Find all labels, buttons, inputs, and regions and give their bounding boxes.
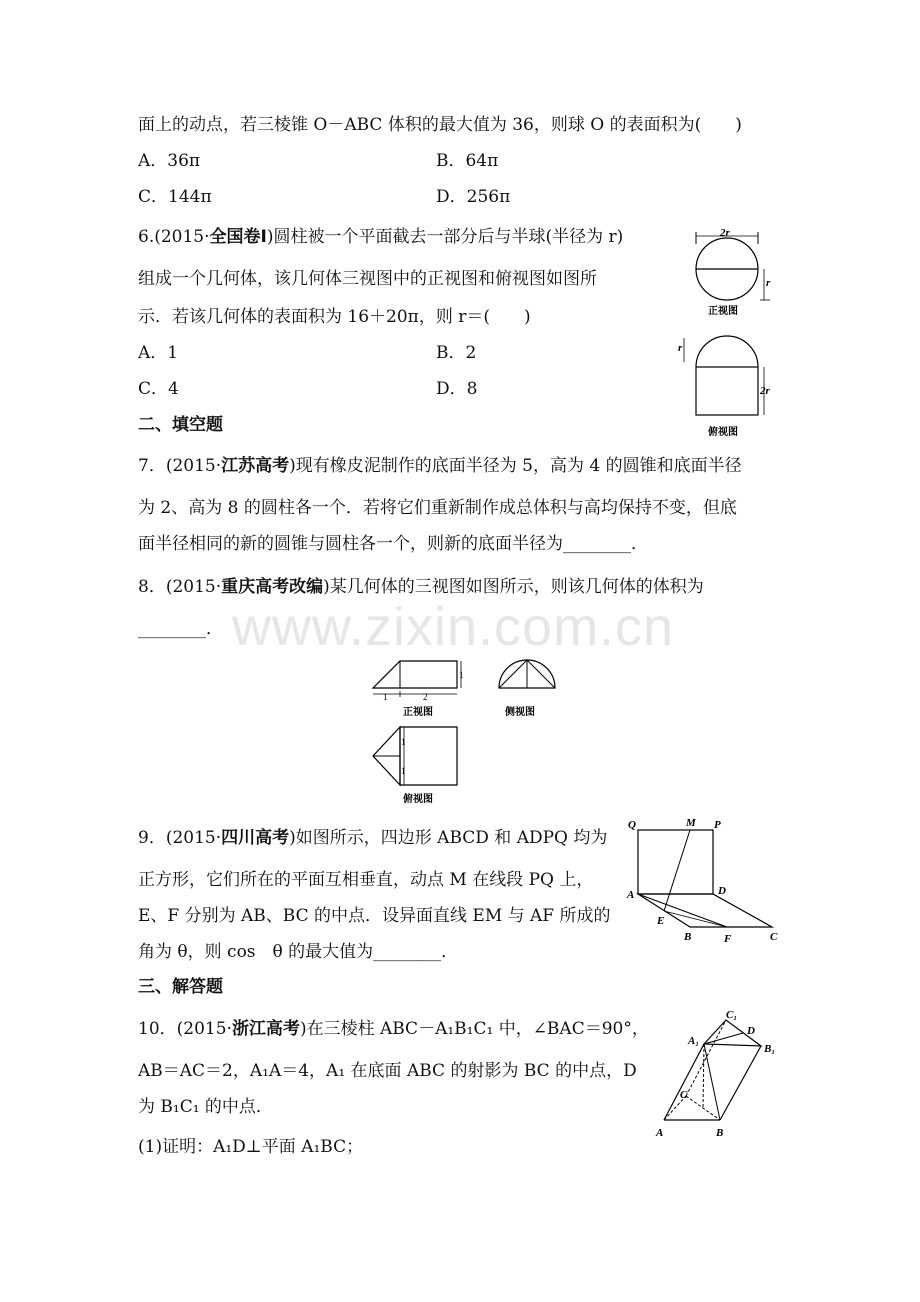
q9-line2: 正方形，它们所在的平面互相垂直，动点 M 在线段 PQ 上， — [138, 870, 594, 890]
q6-label-r: r — [766, 277, 771, 289]
q8-dim-1: 1 — [383, 692, 388, 702]
q10-edge-bb1 — [720, 1046, 761, 1120]
q9-label-m: M — [686, 817, 696, 829]
q7-line2: 为 2、高为 8 的圆柱各一个．若将它们重新制作成总体积与高均保持不变，但底 — [138, 498, 737, 518]
q8-front-shape — [373, 661, 457, 688]
q10-line1: 10．(2015·浙江高考)在三棱柱 ABC－A₁B₁C₁ 中，∠BAC＝90°， — [138, 1019, 649, 1039]
q9-line3: E、F 分别为 AB、BC 的中点．设异面直线 EM 与 AF 所成的 — [138, 906, 611, 926]
q10-label-c1: C₁ — [726, 1009, 738, 1021]
q6-label-r-2: r — [678, 342, 683, 354]
q9-segment-ef — [664, 911, 727, 927]
q6-top-rect — [696, 367, 758, 415]
q5-text: 面上的动点，若三棱锥 O－ABC 体积的最大值为 36，则球 O 的表面积为( ) — [138, 115, 742, 135]
q6-line1: 6.(2015·全国卷Ⅰ)圆柱被一个平面截去一部分后与半球(半径为 r) — [138, 227, 624, 247]
q7-line3: 面半径相同的新的圆锥与圆柱各一个，则新的底面半径为________． — [138, 534, 648, 554]
q9-figure — [624, 814, 784, 946]
q5-option-d: D．256π — [436, 187, 511, 207]
q10-edge-a1-proj — [703, 1044, 704, 1108]
q8-top-rect — [400, 727, 457, 785]
q10-line2: AB＝AC＝2，A₁A＝4，A₁ 在底面 ABC 的射影为 BC 的中点，D — [138, 1061, 637, 1081]
q6-figure — [660, 222, 780, 444]
q10-label-b: B — [716, 1127, 724, 1139]
q10-label-a: A — [656, 1127, 664, 1139]
q8-side-caption: 侧视图 — [505, 707, 535, 718]
q10-hidden — [664, 1043, 761, 1120]
q6-top-caption: 俯视图 — [708, 427, 738, 438]
q9-label-a: A — [627, 889, 635, 901]
q9-label-p: P — [714, 819, 721, 831]
q8-dim-2: 2 — [423, 692, 428, 702]
q8-front-caption: 正视图 — [403, 707, 433, 718]
q8-line2: ________． — [138, 619, 223, 639]
q9-line4: 角为 θ，则 cos θ 的最大值为________． — [138, 942, 459, 962]
q9-segment-em — [664, 830, 690, 911]
q9-line1: 9．(2015·四川高考)如图所示，四边形 ABCD 和 ADPQ 均为 — [138, 828, 608, 848]
q8-top-dim-a: 1 — [401, 737, 406, 747]
q6-line3: 示．若该几何体的表面积为 16＋20π，则 r＝( ) — [138, 307, 531, 327]
q8-top-caption: 俯视图 — [403, 794, 433, 805]
section-answer: 三、解答题 — [138, 977, 223, 997]
q10-label-b1: B₁ — [764, 1043, 776, 1055]
q6-option-b: B．2 — [436, 343, 477, 363]
q9-label-f: F — [724, 933, 732, 945]
q9-square-adpq — [638, 830, 713, 894]
q9-label-q: Q — [628, 819, 636, 831]
q10-edge-cc1 — [686, 1020, 726, 1096]
q9-label-e: E — [657, 915, 665, 927]
q6-front-caption: 正视图 — [708, 306, 738, 317]
q8-dim-height: 1 — [459, 670, 464, 680]
q6-option-c: C．4 — [138, 379, 179, 399]
q10-line3: 为 B₁C₁ 的中点． — [138, 1097, 273, 1117]
q9-label-b: B — [684, 931, 692, 943]
q9-label-c: C — [770, 931, 778, 943]
q8-top-dim-b: 1 — [401, 766, 406, 776]
q6-top-semicircle — [696, 336, 758, 367]
q7-line1: 7．(2015·江苏高考)现有橡皮泥制作的底面半径为 5，高为 4 的圆锥和底面半径 — [138, 456, 742, 476]
watermark: www.zixin.com.cn — [232, 597, 675, 657]
q6-line2: 组成一个几何体，该几何体三视图中的正视图和俯视图如图所 — [138, 269, 597, 289]
q8-line1: 8．(2015·重庆高考改编)某几何体的三视图如图所示，则该几何体的体积为 — [138, 577, 704, 597]
q10-label-d: D — [747, 1025, 755, 1037]
section-fill-in: 二、填空题 — [138, 415, 223, 435]
q10-label-a1: A₁ — [688, 1035, 700, 1047]
q10-figure — [650, 1006, 790, 1142]
q6-label-2r: 2r — [720, 227, 730, 239]
q6-option-a: A．1 — [138, 343, 179, 363]
q9-label-d: D — [718, 885, 726, 897]
q10-label-c: C — [680, 1089, 688, 1101]
q8-figure — [365, 655, 580, 810]
q6-option-d: D．8 — [436, 379, 478, 399]
q6-label-2r-2: 2r — [760, 385, 770, 397]
q5-option-b: B．64π — [436, 151, 499, 171]
q5-option-a: A．36π — [138, 151, 201, 171]
q10-line4: (1)证明：A₁D⊥平面 A₁BC； — [138, 1137, 364, 1157]
q10-edge-a1b — [704, 1044, 720, 1120]
q5-option-c: C．144π — [138, 187, 212, 207]
q10-edge-aa1 — [664, 1044, 704, 1120]
